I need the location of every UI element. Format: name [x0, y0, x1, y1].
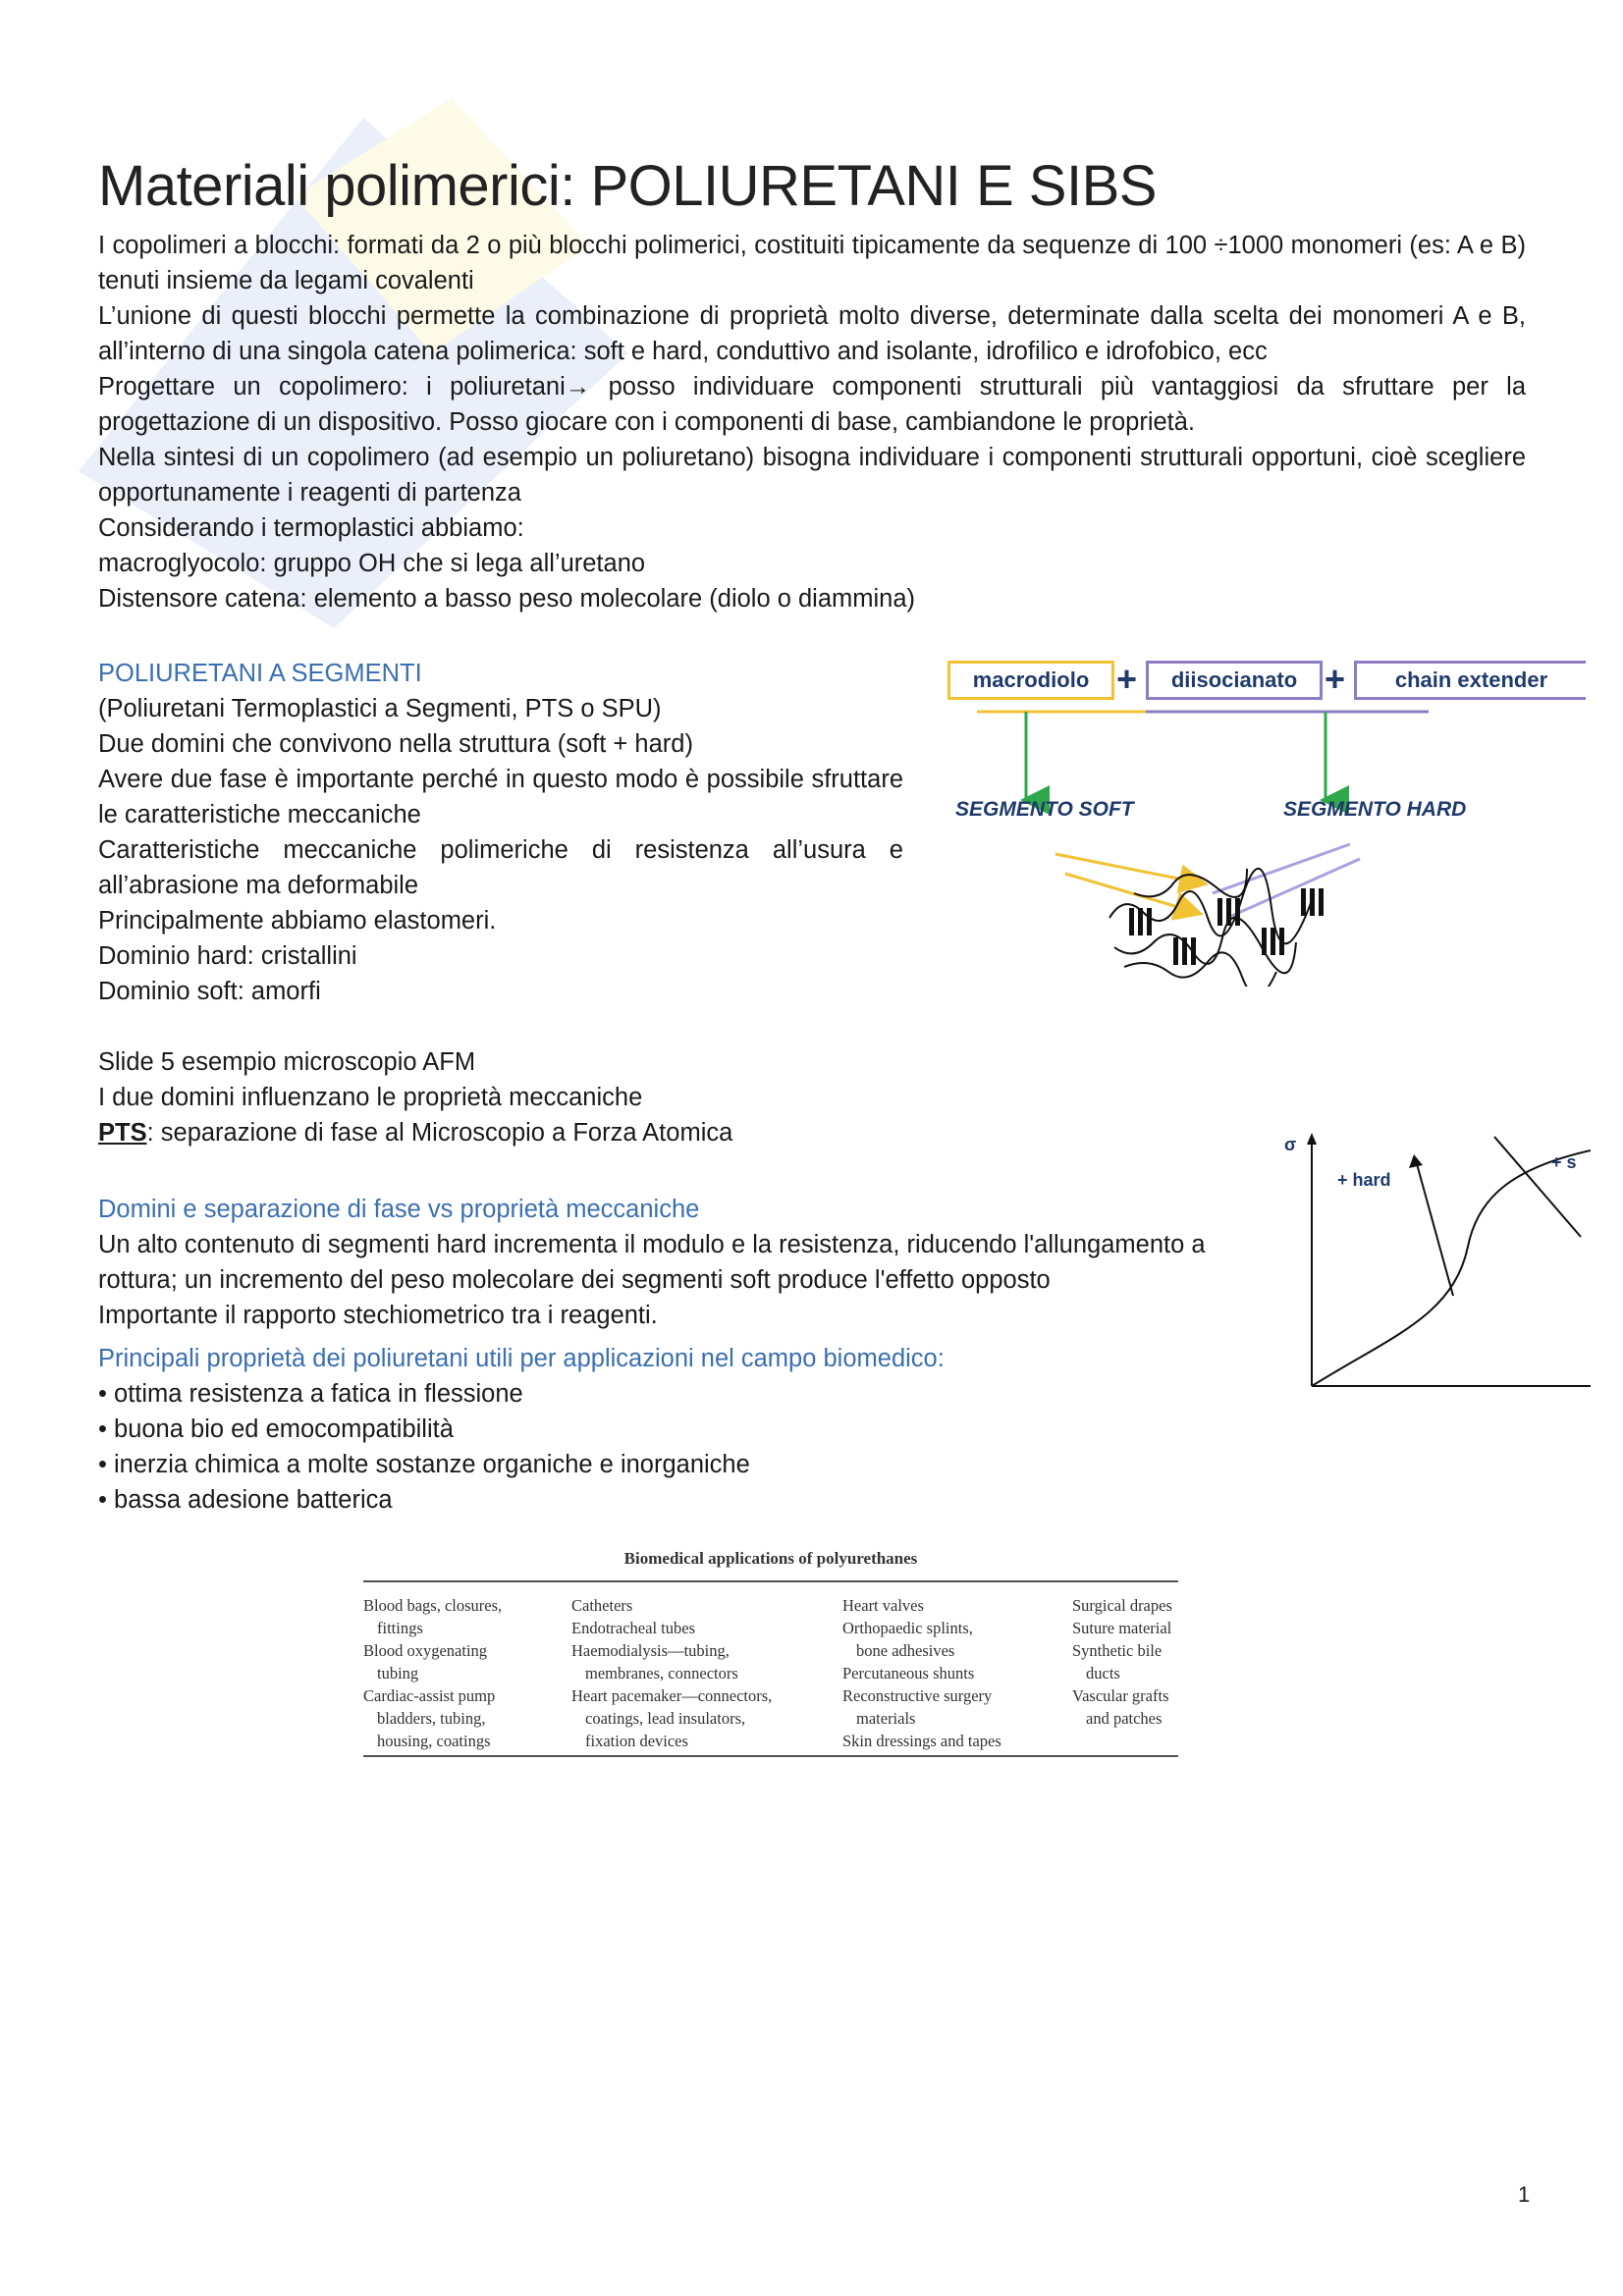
- table-top-rule: [363, 1580, 1178, 1582]
- table-cell: bladders, tubing,: [377, 1709, 486, 1728]
- afm-line: Slide 5 esempio microscopio AFM: [98, 1048, 476, 1076]
- table-column-1: [363, 1594, 502, 1752]
- section1-line: Dominio hard: cristallini: [98, 942, 357, 970]
- table-bottom-rule: [363, 1755, 1178, 1757]
- table-column-3: [842, 1594, 1001, 1752]
- table-cell: membranes, connectors: [585, 1664, 738, 1682]
- table-cell: Suture material: [1072, 1619, 1172, 1637]
- table-cell: bone adhesives: [856, 1641, 955, 1660]
- chain-extender-box: chain extender: [1354, 661, 1586, 700]
- intro-paragraph-3: Progettare un copolimero: i poliuretani→ posso individuare componenti strutturali più vantaggiosi da sfruttare per la progettazione di un dispositivo. Posso giocare con i componenti di base, cambiandone le proprietà.: [98, 373, 1526, 436]
- table-cell: Heart pacemaker—connectors,: [571, 1686, 773, 1705]
- section1-line: Due domini che convivono nella struttura (soft + hard): [98, 730, 693, 758]
- biomedical-applications-table: [363, 1549, 1178, 1760]
- table-column-4: [1072, 1594, 1172, 1730]
- table-cell: fittings: [377, 1619, 423, 1637]
- chart-label-soft: + s: [1551, 1152, 1577, 1172]
- segmento-soft-label: SEGMENTO SOFT: [955, 798, 1134, 821]
- section1-line: (Poliuretani Termoplastici a Segmenti, PTS o SPU): [98, 695, 662, 722]
- table-column-2: [571, 1594, 772, 1752]
- table-cell: Haemodialysis—tubing,: [571, 1641, 730, 1660]
- bullet-item: • bassa adesione batterica: [98, 1486, 393, 1514]
- intro-line-5: Considerando i termoplastici abbiamo:: [98, 514, 524, 542]
- polyurethane-segment-diagram: [938, 653, 1586, 987]
- pts-label: PTS: [98, 1119, 147, 1147]
- page-number: 1: [1518, 2182, 1531, 2207]
- chart-drawing: [1276, 1129, 1591, 1394]
- table-cell: and patches: [1086, 1709, 1163, 1728]
- table-cell: Cardiac-assist pump: [363, 1686, 496, 1705]
- table-cell: Blood bags, closures,: [363, 1596, 503, 1615]
- section1-line: Dominio soft: amorfi: [98, 978, 321, 1005]
- table-cell: Percutaneous shunts: [842, 1664, 975, 1682]
- chart-label-hard: + hard: [1337, 1170, 1391, 1190]
- table-cell: Orthopaedic splints,: [842, 1619, 973, 1637]
- table-cell: tubing: [377, 1664, 419, 1682]
- section-heading-proprieta: Principali proprietà dei poliuretani utili per applicazioni nel campo biomedico:: [98, 1345, 945, 1372]
- section-heading-segmenti: POLIURETANI A SEGMENTI: [98, 660, 422, 687]
- section1-line: Caratteristiche meccaniche polimeriche di resistenza all’usura e all’abrasione ma deformabile: [98, 836, 903, 899]
- table-cell: Blood oxygenating: [363, 1641, 488, 1660]
- intro-paragraph-1: I copolimeri a blocchi: formati da 2 o più blocchi polimerici, costituiti tipicamente da sequenze di 100 ÷1000 monomeri (es: A e B) tenuti insieme da legami covalenti: [98, 232, 1526, 294]
- pts-line: [98, 1115, 732, 1150]
- macrodiolo-box: macrodiolo: [947, 661, 1114, 700]
- table-cell: housing, coatings: [377, 1732, 491, 1750]
- section2-text: Un alto contenuto di segmenti hard incrementa il modulo e la resistenza, riducendo l'allungamento a rottura; un incremento del peso molecolare dei segmenti soft produce l'effetto opposto: [98, 1231, 1206, 1294]
- intro-paragraph-4: Nella sintesi di un copolimero (ad esempio un poliuretano) bisogna individuare i componenti strutturali opportuni, cioè scegliere opportunamente i reagenti di partenza: [98, 444, 1526, 507]
- table-cell: Vascular grafts: [1072, 1686, 1169, 1705]
- chart-y-label: σ: [1284, 1135, 1297, 1154]
- section-heading-domini: Domini e separazione di fase vs proprietà meccaniche: [98, 1196, 700, 1223]
- table-cell: fixation devices: [585, 1732, 688, 1750]
- diisocianato-box: diisocianato: [1146, 661, 1323, 700]
- hard-arrow-head: [1409, 1154, 1423, 1168]
- table-cell: materials: [856, 1709, 916, 1728]
- table-cell: Catheters: [571, 1596, 633, 1615]
- bullet-item: • buona bio ed emocompatibilità: [98, 1415, 454, 1443]
- segmento-hard-label: SEGMENTO HARD: [1283, 798, 1467, 821]
- table-cell: ducts: [1086, 1664, 1120, 1682]
- page-title: Materiali polimerici: POLIURETANI E SIBS: [98, 154, 1157, 218]
- plus-sign: +: [1116, 659, 1138, 699]
- section1-line: Avere due fase è importante perché in questo modo è possibile sfruttare le caratteristiche meccaniche: [98, 766, 903, 828]
- bullet-item: • inerzia chimica a molte sostanze organiche e inorganiche: [98, 1451, 750, 1478]
- intro-line-7: Distensore catena: elemento a basso peso molecolare (diolo o diammina): [98, 585, 916, 613]
- section1-line: Principalmente abbiamo elastomeri.: [98, 907, 497, 934]
- table-cell: Heart valves: [842, 1596, 924, 1615]
- afm-line: I due domini influenzano le proprietà meccaniche: [98, 1084, 643, 1111]
- table-cell: Synthetic bile: [1072, 1641, 1163, 1660]
- table-cell: Reconstructive surgery: [842, 1686, 993, 1705]
- bullet-item: • ottima resistenza a fatica in flessione: [98, 1380, 523, 1408]
- section2-text2: Importante il rapporto stechiometrico tra i reagenti.: [98, 1302, 658, 1329]
- table-cell: Endotracheal tubes: [571, 1619, 695, 1637]
- yellow-arrow: [1055, 854, 1203, 883]
- purple-arrow: [1227, 859, 1360, 918]
- table-cell: Surgical drapes: [1072, 1596, 1172, 1615]
- table-title: Biomedical applications of polyurethanes: [623, 1549, 918, 1568]
- pts-text: : separazione di fase al Microscopio a Forza Atomica: [146, 1119, 733, 1147]
- stress-strain-chart: [1276, 1129, 1591, 1394]
- table-cell: Skin dressings and tapes: [842, 1732, 1001, 1750]
- purple-arrow: [1213, 844, 1350, 893]
- plus-sign: +: [1325, 659, 1346, 699]
- hard-arrow-line: [1416, 1160, 1453, 1296]
- intro-line-6: macroglyocolo: gruppo OH che si lega all’uretano: [98, 550, 646, 577]
- intro-paragraph-2: L’unione di questi blocchi permette la combinazione di proprietà molto diverse, determinate dalla scelta dei monomeri A e B, all’interno di una singola catena polimerica: soft e hard, conduttivo and isolante, idrofilico e idrofobico, ecc: [98, 302, 1526, 365]
- table-cell: coatings, lead insulators,: [585, 1709, 746, 1728]
